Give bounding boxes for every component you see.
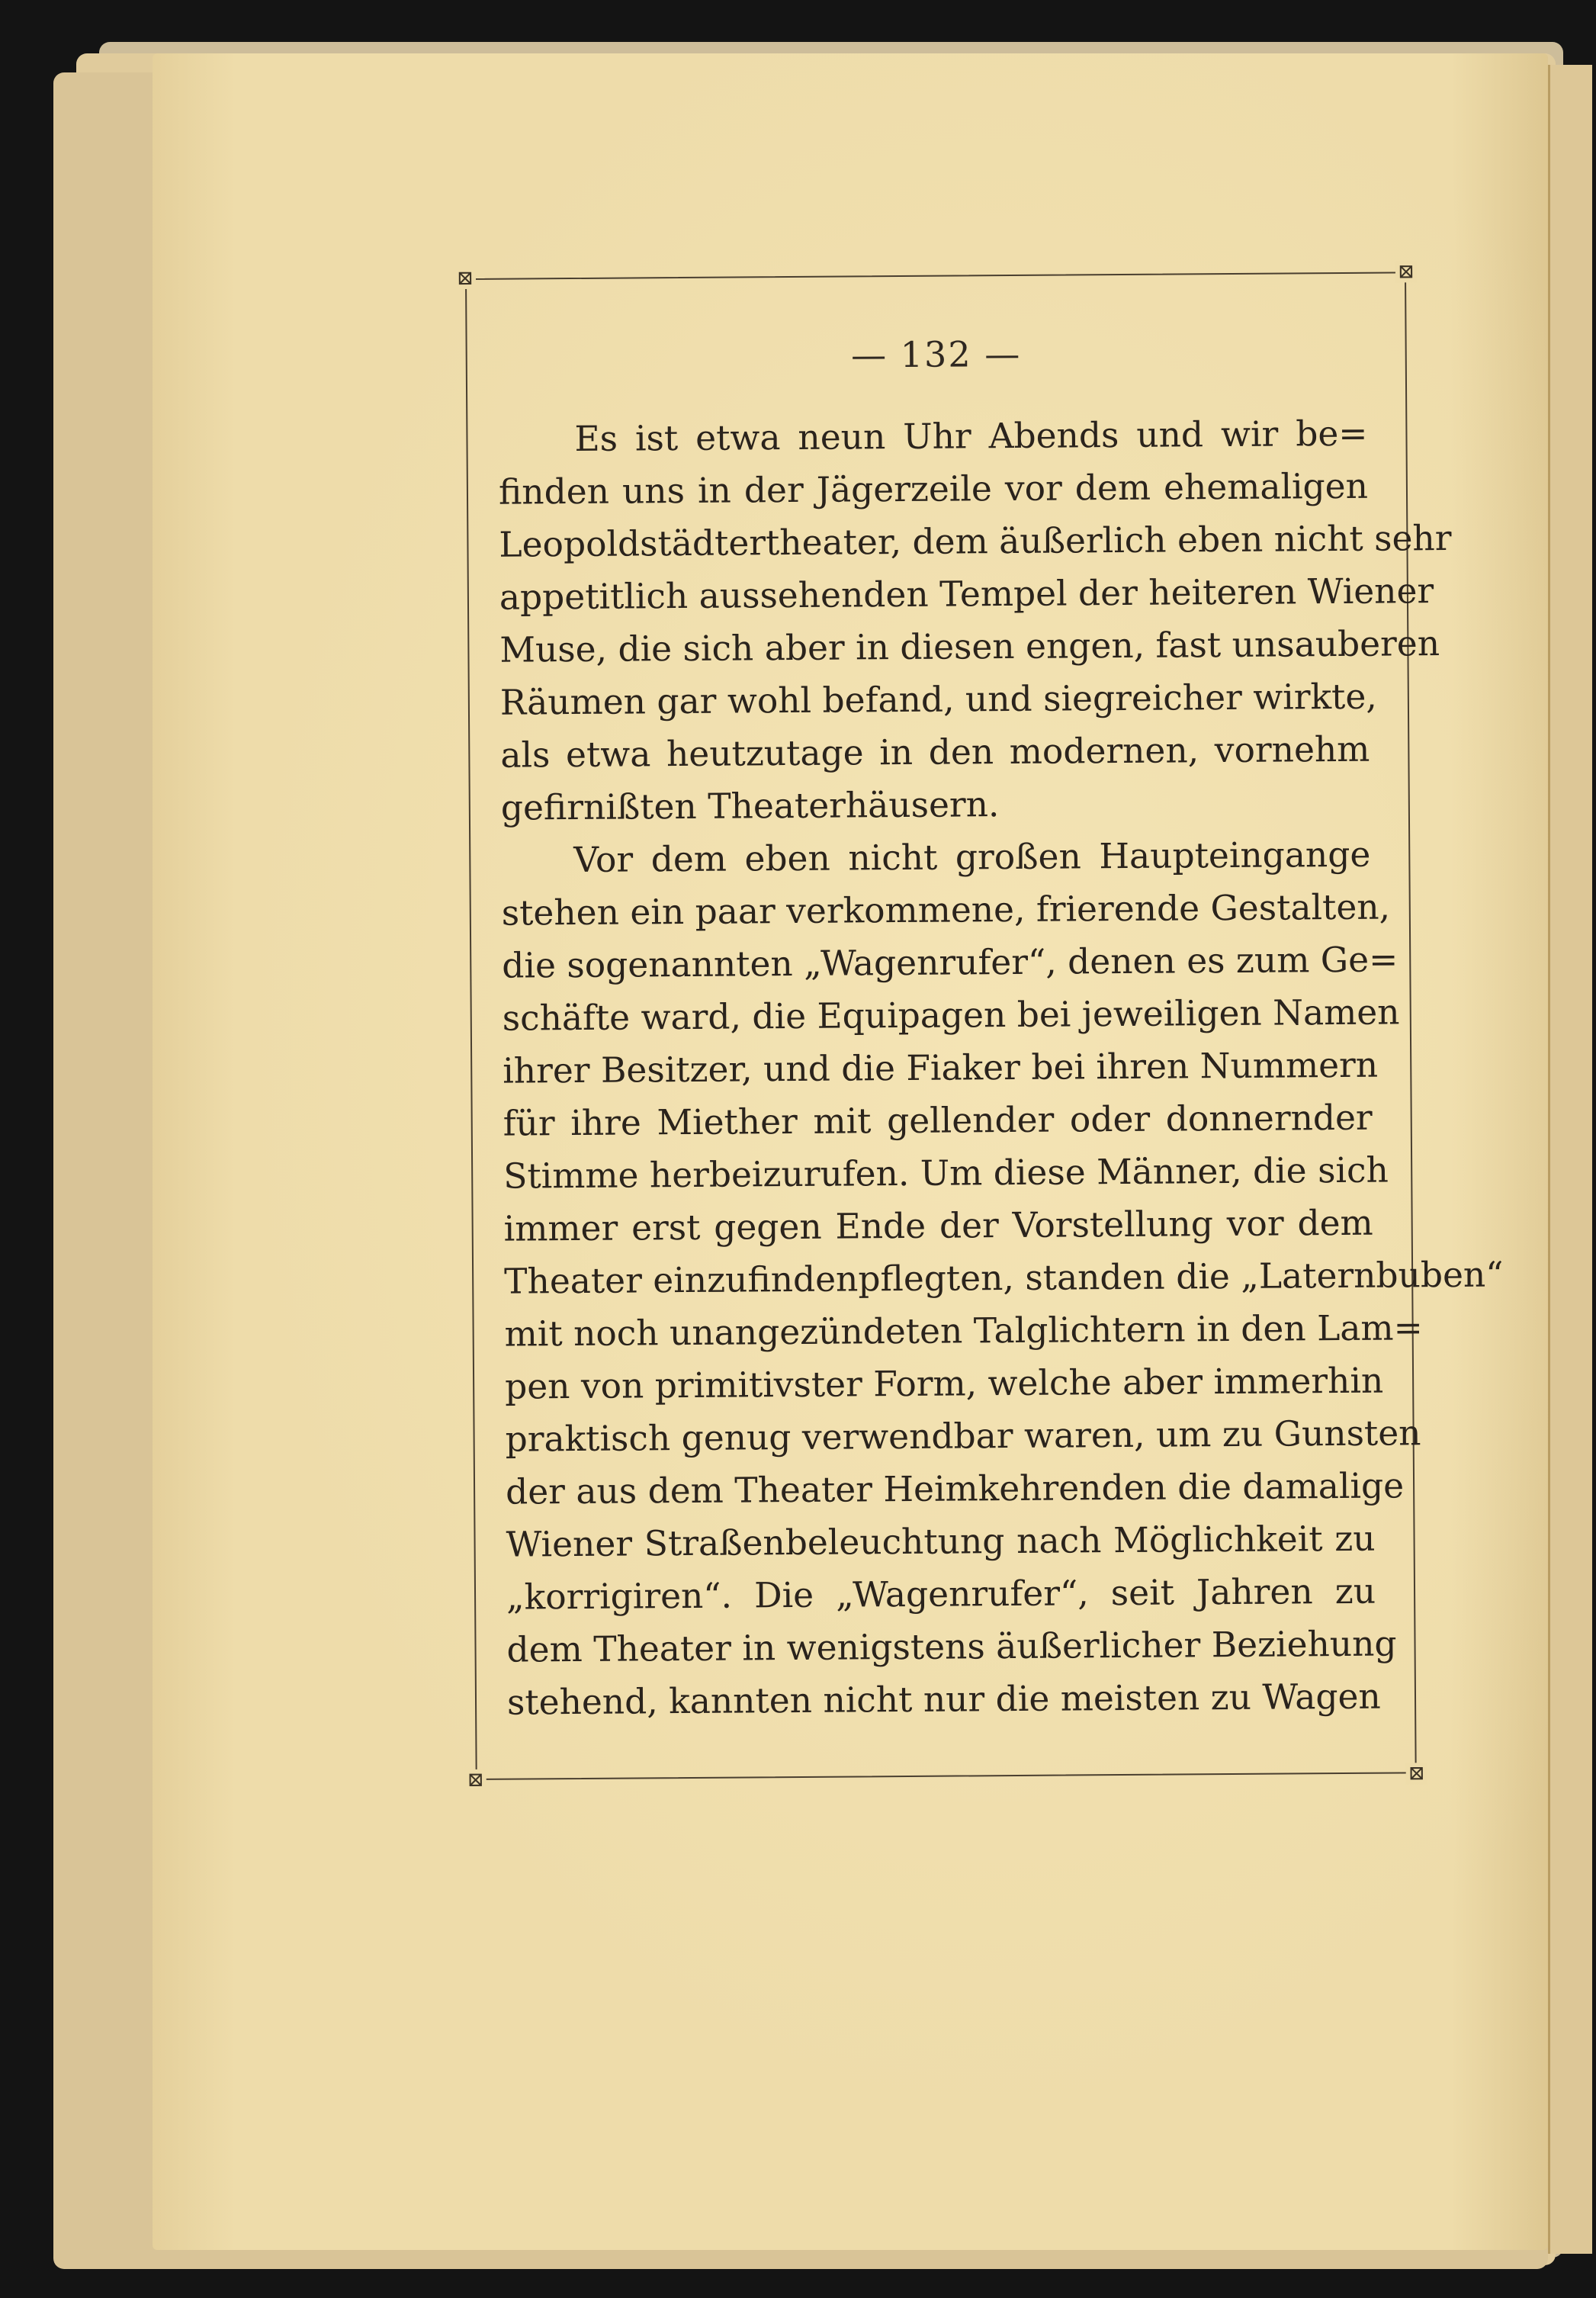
text-line: finden uns in der Jägerzeile vor dem ehemaligen [498, 465, 1369, 513]
text-line: Es ist etwa neun Uhr Abends und wir be= [574, 413, 1368, 460]
text-frame [456, 260, 1504, 1792]
text-line: „korrigiren“. Die „Wagenrufer“, seit Jahren zu [506, 1570, 1376, 1618]
facing-page-edge [1548, 65, 1592, 2254]
text-line: pen von primitivster Form, welche aber immerhin [504, 1360, 1384, 1407]
text-line: gefirnißten Theaterhäusern. [500, 784, 1000, 828]
text-line: Stimme herbeizurufen. Um diese Männer, die sich [503, 1149, 1389, 1197]
page-number: — 132 — [850, 333, 1022, 376]
text-line: Muse, die sich aber in diesen engen, fast unsauberen [499, 623, 1440, 670]
text-line: Theater einzufindenpflegten, standen die „Laternbuben“ [503, 1254, 1504, 1302]
text-line: Vor dem eben nicht großen Haupteingange [573, 834, 1371, 881]
text-line: stehend, kannten nicht nur die meisten zu Wagen [506, 1676, 1381, 1723]
text-line: schäfte ward, die Equipagen bei jeweiligen Namen [502, 992, 1400, 1039]
corner-ornament-icon: ⊠ [454, 268, 476, 289]
corner-ornament-icon: ⊠ [1395, 261, 1417, 282]
text-line: Wiener Straßenbeleuchtung nach Möglichkeit zu [506, 1518, 1376, 1565]
text-line: als etwa heutzutage in den modernen, vornehm [500, 728, 1370, 776]
text-line: der aus dem Theater Heimkehrenden die damalige [505, 1465, 1405, 1512]
text-line: die sogenannten „Wagenrufer“, denen es zum Ge= [502, 939, 1399, 986]
corner-ornament-icon: ⊠ [465, 1769, 487, 1791]
text-line: dem Theater in wenigstens äußerlicher Beziehung [506, 1623, 1397, 1670]
text-line: für ihre Miether mit gellender oder donnernder [503, 1097, 1373, 1144]
text-line: Räumen gar wohl befand, und siegreicher wirkte, [499, 676, 1377, 723]
text-line: stehen ein paar verkommene, frierende Gestalten, [501, 886, 1391, 934]
corner-ornament-icon: ⊠ [1406, 1763, 1427, 1784]
text-line: Leopoldstädtertheater, dem äußerlich eben nicht sehr [499, 517, 1452, 565]
text-line: praktisch genug verwendbar waren, um zu Gunsten [505, 1413, 1421, 1460]
text-line: mit noch unangezündeten Talglichtern in den Lam= [504, 1307, 1423, 1355]
body-text [498, 407, 1504, 1729]
text-line: appetitlich aussehenden Tempel der heiteren Wiener [499, 570, 1434, 618]
text-line: immer erst gegen Ende der Vorstellung vor dem [503, 1202, 1373, 1249]
text-line: ihrer Besitzer, und die Fiaker bei ihren Nummern [503, 1044, 1379, 1091]
